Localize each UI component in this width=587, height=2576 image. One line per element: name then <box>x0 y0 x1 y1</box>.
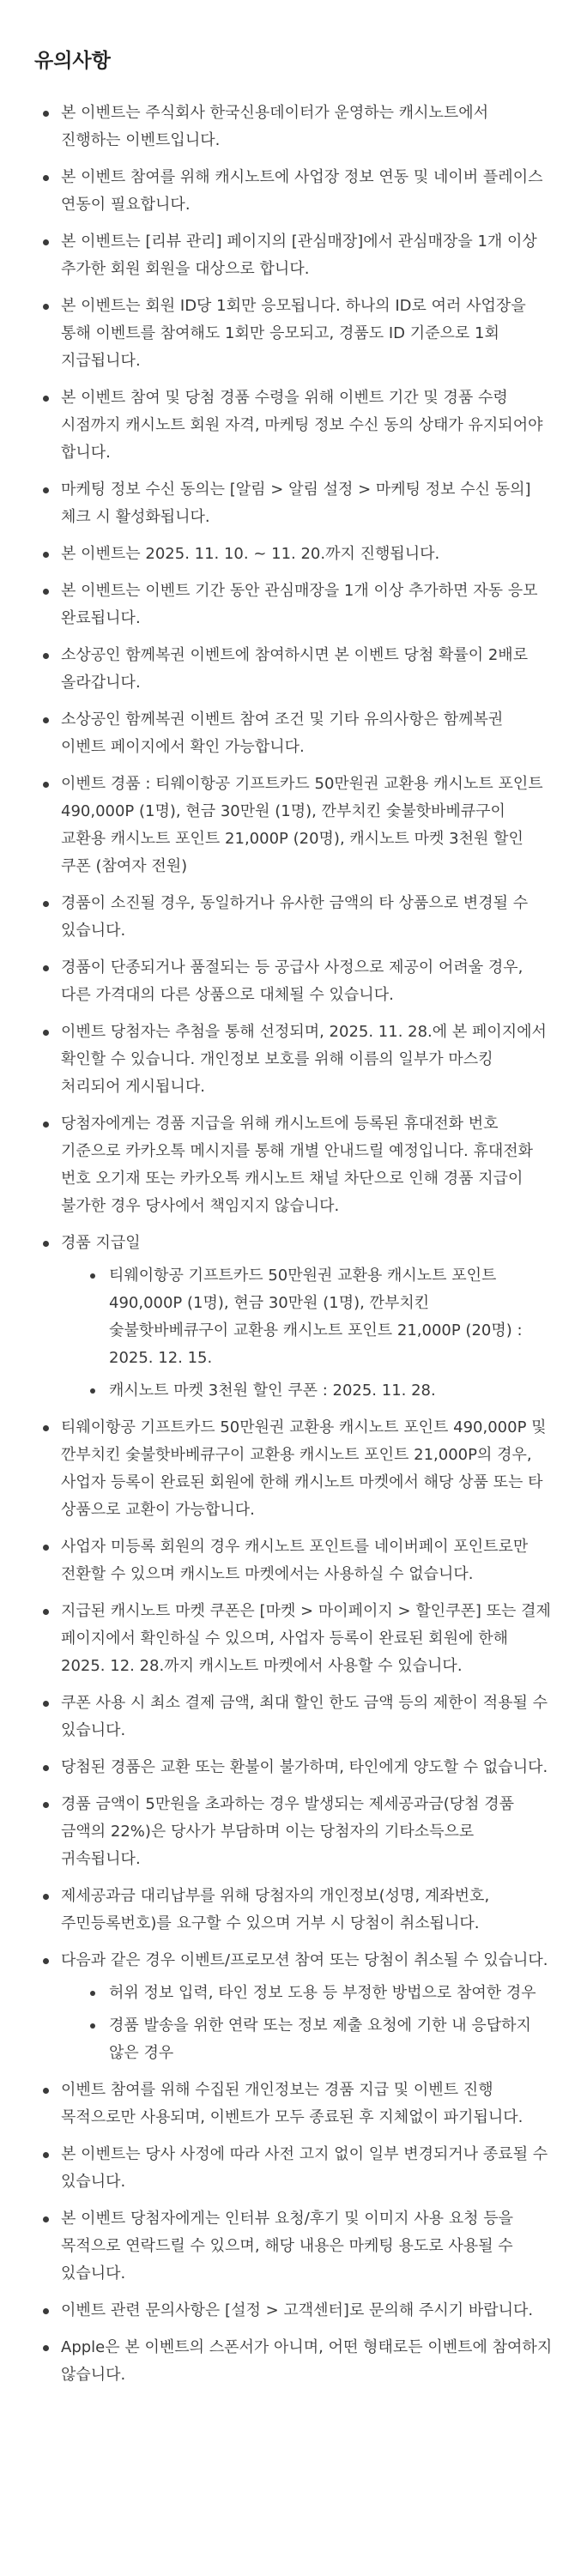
notice-item <box>34 2297 553 2325</box>
notice-item <box>34 1947 553 2067</box>
notice-item-text: 소상공인 함께복권 이벤트에 참여하시면 본 이벤트 당첨 확률이 2배로 올라갑니다. <box>61 646 529 692</box>
page-title: 유의사항 <box>34 50 111 72</box>
notice-item <box>34 2141 553 2196</box>
notice-item-text: 이벤트 관련 문의사항은 [설정 > 고객센터]로 문의해 주시기 바랍니다. <box>61 2301 534 2319</box>
notice-item <box>34 1533 553 1588</box>
notice-item-text: 소상공인 함께복권 이벤트 참여 조건 및 기타 유의사항은 함께복권 이벤트 페이지에서 확인 가능합니다. <box>61 711 504 756</box>
notice-item-text: 본 이벤트 당첨자에게는 인터뷰 요청/후기 및 이미지 사용 요청 등을 목적으로 연락드릴 수 있으며, 해당 내용은 마케팅 용도로 사용될 수 있습니다. <box>61 2210 514 2283</box>
notice-item <box>34 541 553 568</box>
notice-item <box>34 228 553 283</box>
notice-item-text: 본 이벤트는 이벤트 기간 동안 관심매장을 1개 이상 추가하면 자동 응모 완료됩니다. <box>61 582 538 627</box>
notice-item-text: 사업자 미등록 회원의 경우 캐시노트 포인트를 네이버페이 포인트로만 전환할 수 있으며 캐시노트 마켓에서는 사용하실 수 없습니다. <box>61 1538 529 1583</box>
notice-item-text: 경품이 소진될 경우, 동일하거나 유사한 금액의 타 상품으로 변경될 수 있습니다. <box>61 894 529 940</box>
notice-item-text: 마케팅 정보 수신 동의는 [알림 > 알림 설정 > 마케팅 정보 수신 동의] 체크 시 활성화됩니다. <box>61 481 531 526</box>
notice-item <box>34 771 553 880</box>
notice-item-text: 지급된 캐시노트 마켓 쿠폰은 [마켓 > 마이페이지 > 할인쿠폰] 또는 결제 페이지에서 확인하실 수 있으며, 사업자 등록이 완료된 회원에 한해 2025. 12. 28.까지 캐시노트 마켓에서 사용할 수 있습니다. <box>61 1602 551 1675</box>
notice-sub-item: 티웨이항공 기프트카드 50만원권 교환용 캐시노트 포인트 490,000P (1명), 현금 30만원 (1명), 깐부치킨 숯불핫바베큐구이 교환용 캐시노트 포인트 21,000P (20명) : 2025. 12. 15. <box>61 1262 553 1372</box>
notice-item <box>34 164 553 219</box>
notice-list <box>34 100 553 2389</box>
notice-item <box>34 1019 553 1101</box>
notice-item-text: 쿠폰 사용 시 최소 결제 금액, 최대 할인 한도 금액 등의 제한이 적용될 수 있습니다. <box>61 1694 548 1739</box>
notice-item <box>34 1791 553 1873</box>
notice-item-text: 경품이 단종되거나 품절되는 등 공급사 사정으로 제공이 어려울 경우, 다른 가격대의 다른 상품으로 대체될 수 있습니다. <box>61 958 523 1004</box>
notice-item <box>34 384 553 467</box>
notice-item-text: 이벤트 당첨자는 추첨을 통해 선정되며, 2025. 11. 28.에 본 페이지에서 확인할 수 있습니다. 개인정보 보호를 위해 이름의 일부가 마스킹 처리되어 게시됩니다. <box>61 1023 547 1096</box>
notice-item-text: Apple은 본 이벤트의 스폰서가 아니며, 어떤 형태로든 이벤트에 참여하지 않습니다. <box>61 2338 553 2384</box>
notice-item <box>34 100 553 154</box>
notice-item <box>34 706 553 761</box>
notice-item-text: 티웨이항공 기프트카드 50만원권 교환용 캐시노트 포인트 490,000P 및 깐부치킨 숯불핫바베큐구이 교환용 캐시노트 포인트 21,000P의 경우, 사업자 등록이 완료된 회원에 한해 캐시노트 마켓에서 해당 상품 또는 타 상품으로 교환이 가능합니다. <box>61 1418 547 1519</box>
notice-item <box>34 1754 553 1781</box>
notice-sub-list <box>61 1980 553 2067</box>
notice-item-text: 경품 지급일 <box>61 1234 141 1252</box>
notice-item-text: 본 이벤트는 [리뷰 관리] 페이지의 [관심매장]에서 관심매장을 1개 이상 추가한 회원 회원을 대상으로 합니다. <box>61 233 537 278</box>
notice-sub-item: 허위 정보 입력, 타인 정보 도용 등 부정한 방법으로 참여한 경우 <box>61 1980 553 2007</box>
notice-sub-item: 캐시노트 마켓 3천원 할인 쿠폰 : 2025. 11. 28. <box>61 1377 553 1405</box>
notice-item-text: 다음과 같은 경우 이벤트/프로모션 참여 또는 당첨이 취소될 수 있습니다. <box>61 1951 548 1969</box>
notice-item <box>34 1690 553 1745</box>
notice-item-text: 본 이벤트는 당사 사정에 따라 사전 고지 없이 일부 변경되거나 종료될 수 있습니다. <box>61 2145 548 2191</box>
notice-item-text: 이벤트 참여를 위해 수집된 개인정보는 경품 지급 및 이벤트 진행 목적으로만 사용되며, 이벤트가 모두 종료된 후 지체없이 파기됩니다. <box>61 2081 523 2126</box>
notice-item-text: 당첨된 경품은 교환 또는 환불이 불가하며, 타인에게 양도할 수 없습니다. <box>61 1758 548 1776</box>
notice-item <box>34 2334 553 2389</box>
notice-item <box>34 2205 553 2288</box>
notice-sub-list <box>61 1262 553 1405</box>
notice-item-text: 이벤트 경품 : 티웨이항공 기프트카드 50만원권 교환용 캐시노트 포인트 490,000P (1명), 현금 30만원 (1명), 깐부치킨 숯불핫바베큐구이 교환용 캐시노트 포인트 21,000P (20명), 캐시노트 마켓 3천원 할인 쿠폰 (참여자 전원) <box>61 775 543 875</box>
notice-item-text: 제세공과금 대리납부를 위해 당첨자의 개인정보(성명, 계좌번호, 주민등록번호)를 요구할 수 있으며 거부 시 당첨이 취소됩니다. <box>61 1887 490 1932</box>
notice-item <box>34 1883 553 1938</box>
notice-item-text: 본 이벤트는 2025. 11. 10. ~ 11. 20.까지 진행됩니다. <box>61 545 440 563</box>
notice-item <box>34 1414 553 1524</box>
notice-item <box>34 1110 553 1220</box>
notice-item <box>34 1230 553 1405</box>
notice-item <box>34 2077 553 2132</box>
notice-item <box>34 954 553 1009</box>
notice-item-text: 당첨자에게는 경품 지급을 위해 캐시노트에 등록된 휴대전화 번호 기준으로 카카오톡 메시지를 통해 개별 안내드릴 예정입니다. 휴대전화 번호 오기재 또는 카카오톡 캐시노트 채널 차단으로 인해 경품 지급이 불가한 경우 당사에서 책임지지 않습니다. <box>61 1115 534 1215</box>
notice-item <box>34 293 553 375</box>
notice-item <box>34 1598 553 1680</box>
notice-item-text: 본 이벤트는 주식회사 한국신용데이터가 운영하는 캐시노트에서 진행하는 이벤트입니다. <box>61 104 489 149</box>
notice-item-text: 본 이벤트는 회원 ID당 1회만 응모됩니다. 하나의 ID로 여러 사업장을 통해 이벤트를 참여해도 1회만 응모되고, 경품도 ID 기준으로 1회 지급됩니다. <box>61 297 526 370</box>
notice-item-text: 경품 금액이 5만원을 초과하는 경우 발생되는 제세공과금(당첨 경품 금액의 22%)은 당사가 부담하며 이는 당첨자의 기타소득으로 귀속됩니다. <box>61 1795 514 1868</box>
notice-item-text: 본 이벤트 참여를 위해 캐시노트에 사업장 정보 연동 및 네이버 플레이스 연동이 필요합니다. <box>61 168 543 214</box>
notice-item <box>34 642 553 697</box>
notice-item <box>34 890 553 945</box>
notice-item <box>34 577 553 632</box>
notice-item <box>34 476 553 531</box>
notice-sub-item: 경품 발송을 위한 연락 또는 정보 제출 요청에 기한 내 응답하지 않은 경우 <box>61 2012 553 2067</box>
notice-item-text: 본 이벤트 참여 및 당첨 경품 수령을 위해 이벤트 기간 및 경품 수령 시점까지 캐시노트 회원 자격, 마케팅 정보 수신 동의 상태가 유지되어야 합니다. <box>61 389 543 462</box>
